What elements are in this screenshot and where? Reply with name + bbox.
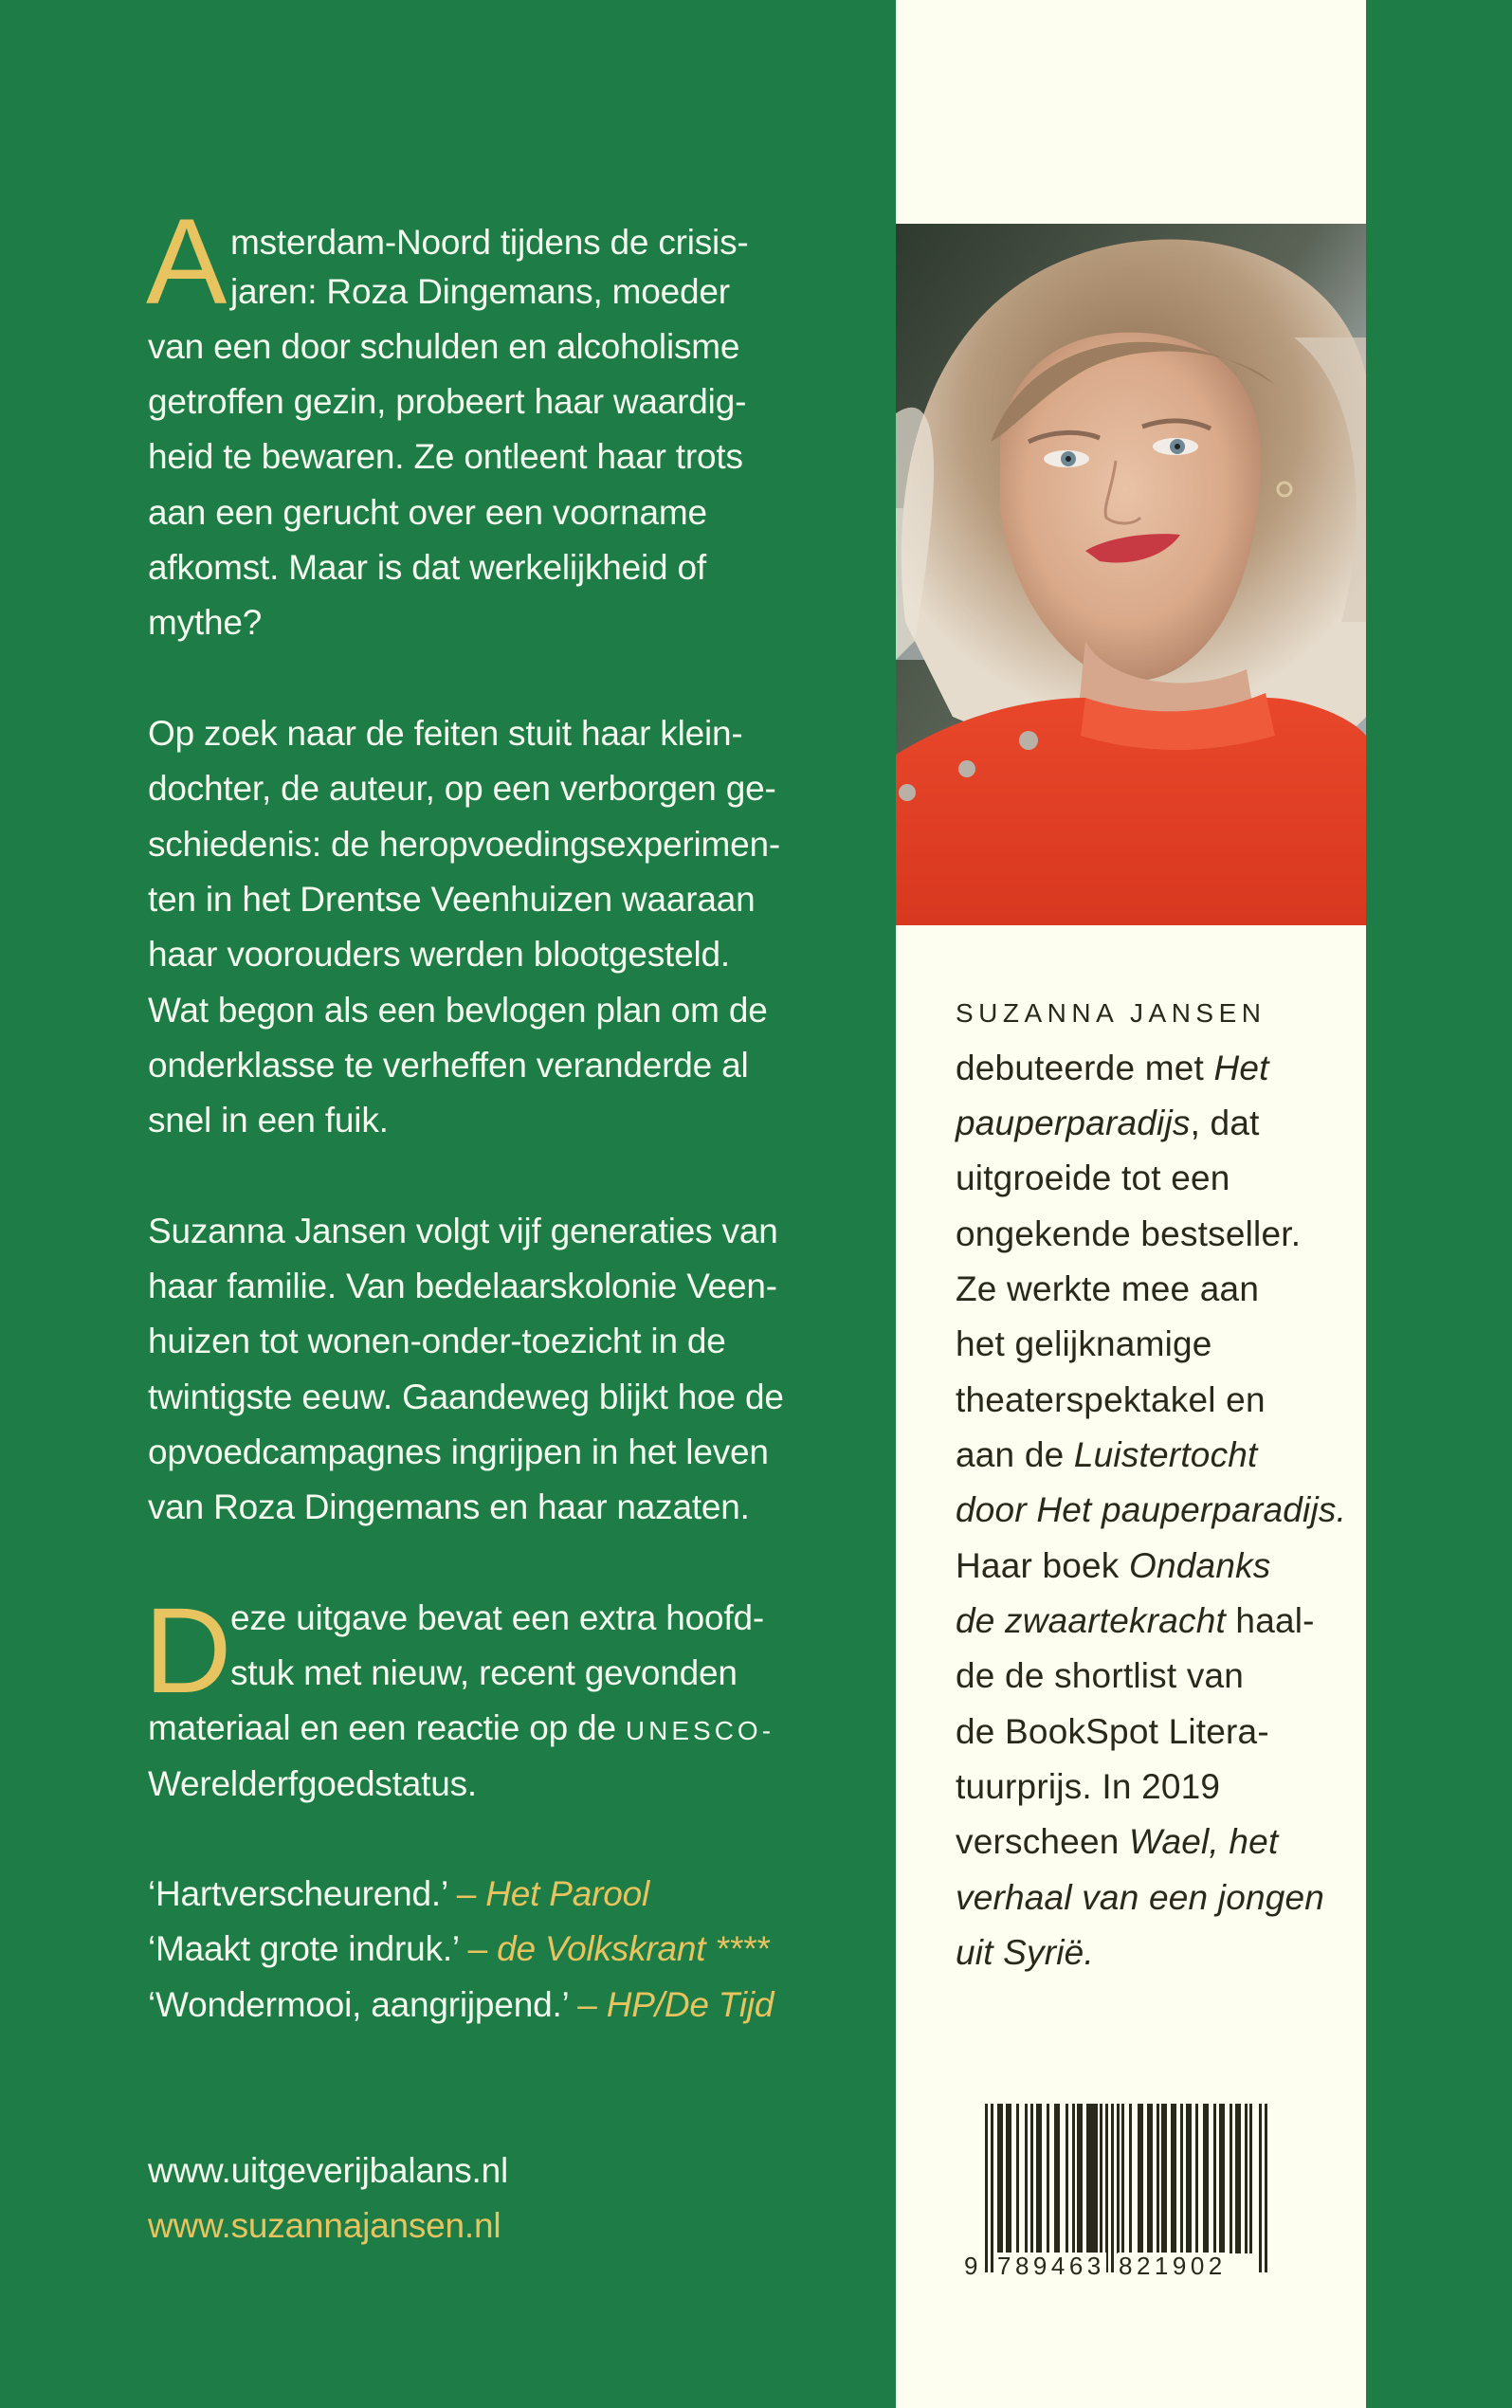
bio-line	[956, 1262, 1259, 1317]
bio-text: ongekende bestseller.	[956, 1214, 1302, 1253]
bio-book-title: door Het pauperparadijs.	[956, 1490, 1347, 1529]
publisher-website-link[interactable]: www.uitgeverijbalans.nl	[148, 2151, 508, 2190]
bio-line	[956, 1207, 1301, 1262]
dropcap-a: A	[146, 194, 228, 330]
bio-line	[956, 1317, 1212, 1372]
bio-book-title: Het	[1213, 1049, 1269, 1087]
review-quote	[148, 1922, 769, 1977]
barcode-digits-right: 821902	[1119, 2252, 1227, 2280]
bio-text: aan de	[956, 1435, 1074, 1474]
quote-dash: –	[577, 1985, 607, 2024]
dropcap-d: D	[144, 1583, 232, 1719]
blurb-line: Wat begon als een bevlogen plan om de	[148, 991, 768, 1030]
blurb-line: eze uitgave bevat een extra hoofd-	[230, 1598, 764, 1637]
blurb-line: ten in het Drentse Veenhuizen waaraan	[148, 880, 756, 919]
bio-line	[956, 1483, 1346, 1538]
bio-text: de de shortlist van	[956, 1656, 1245, 1695]
bio-book-title: Ondanks	[1129, 1546, 1271, 1585]
review-quote	[148, 1978, 774, 2033]
bio-line	[956, 1649, 1244, 1704]
quote-dash: –	[456, 1874, 486, 1913]
bio-book-title: verhaal van een jongen	[956, 1878, 1325, 1917]
blurb-line: heid te bewaren. Ze ontleent haar trots	[148, 437, 743, 476]
bio-text: de BookSpot Litera-	[956, 1712, 1269, 1751]
quote-dash: –	[467, 1929, 498, 1968]
bio-text: haal-	[1225, 1601, 1315, 1640]
quote-source: de Volkskrant ****	[497, 1929, 770, 1968]
bio-text: debuteerde met	[956, 1049, 1214, 1087]
bio-line	[956, 1760, 1220, 1815]
barcode-digits-left: 789463	[997, 2252, 1105, 2280]
blurb-line: aan een gerucht over een voorname	[148, 493, 707, 532]
bio-line	[956, 1539, 1271, 1594]
bio-book-title: Wael, het	[1129, 1822, 1279, 1861]
bio-text: theaterspektakel en	[956, 1380, 1266, 1419]
blurb-line: mythe?	[148, 603, 263, 642]
blurb-line: Suzanna Jansen volgt vijf generaties van	[148, 1212, 778, 1250]
bio-line	[956, 1096, 1260, 1151]
quote-source: HP/De Tijd	[606, 1985, 774, 2024]
blurb-line: stuk met nieuw, recent gevonden	[230, 1653, 738, 1692]
quote-source: Het Parool	[485, 1874, 649, 1913]
blurb-line: getroffen gezin, probeert haar waardig-	[148, 382, 747, 421]
bio-text: Haar boek	[956, 1546, 1129, 1585]
blurb-line: twintigste eeuw. Gaandeweg blijkt hoe de	[148, 1377, 784, 1416]
bio-line	[956, 1428, 1258, 1483]
blurb-line: van Roza Dingemans en haar nazaten.	[148, 1487, 750, 1526]
bio-text: Ze werkte mee aan	[956, 1269, 1260, 1308]
bio-line	[956, 1815, 1278, 1870]
blurb-line: huizen tot wonen-onder-toezicht in de	[148, 1322, 726, 1360]
blurb-line	[148, 1701, 774, 1756]
blurb-line: haar voorouders werden blootgesteld.	[148, 935, 730, 974]
bio-text: tuurprijs. In 2019	[956, 1767, 1221, 1806]
blurb-line: snel in een fuik.	[148, 1101, 389, 1140]
bio-book-title: uit Syrië.	[956, 1933, 1094, 1972]
bio-text: , dat	[1190, 1104, 1260, 1142]
bio-book-title: de zwaartekracht	[956, 1601, 1226, 1640]
bio-book-title: Luistertocht	[1073, 1435, 1258, 1474]
quote-text: ‘Hartverscheurend.’	[148, 1874, 457, 1913]
review-quote	[148, 1867, 649, 1922]
bio-text: het gelijknamige	[956, 1324, 1212, 1363]
bio-text: uitgroeide tot een	[956, 1158, 1230, 1197]
blurb-line: afkomst. Maar is dat werkelijkheid of	[148, 548, 706, 587]
barcode-lead-digit: 9	[964, 2252, 982, 2280]
author-portrait-illustration	[896, 224, 1366, 925]
blurb-line: van een door schulden en alcoholisme	[148, 327, 740, 366]
author-website-link[interactable]: www.suzannajansen.nl	[148, 2206, 501, 2245]
blurb-line: jaren: Roza Dingemans, moeder	[230, 272, 730, 311]
bio-line	[956, 1594, 1315, 1649]
blurb-line: Op zoek naar de feiten stuit haar klein-	[148, 714, 743, 753]
bio-line	[956, 1151, 1230, 1206]
blurb-line: Werelderfgoedstatus.	[148, 1764, 478, 1803]
blurb-line: opvoedcampagnes ingrijpen in het leven	[148, 1432, 769, 1471]
bio-line	[956, 1870, 1324, 1925]
bio-line	[956, 1373, 1266, 1428]
unesco-smallcaps: UNESCO-	[625, 1716, 775, 1745]
bio-line	[956, 1041, 1269, 1096]
blurb-line: onderklasse te verheffen veranderde al	[148, 1046, 749, 1085]
blurb-line: haar familie. Van bedelaarskolonie Veen-	[148, 1267, 777, 1305]
blurb-line: dochter, de auteur, op een verborgen ge-	[148, 769, 776, 808]
author-name: SUZANNA JANSEN	[956, 998, 1266, 1028]
bio-line	[956, 1925, 1094, 1980]
bio-text: verscheen	[956, 1822, 1129, 1861]
blurb-line: schiedenis: de heropvoedingsexperimen-	[148, 825, 781, 864]
bio-line	[956, 1705, 1269, 1760]
quote-text: ‘Wondermooi, aangrijpend.’	[148, 1985, 578, 2024]
bio-book-title: pauperparadijs	[956, 1104, 1191, 1142]
quote-text: ‘Maakt grote indruk.’	[148, 1929, 468, 1968]
author-photo	[896, 224, 1366, 925]
blurb-line: msterdam-Noord tijdens de crisis-	[230, 223, 749, 262]
blurb-line-text: materiaal en een reactie op de	[148, 1708, 626, 1747]
